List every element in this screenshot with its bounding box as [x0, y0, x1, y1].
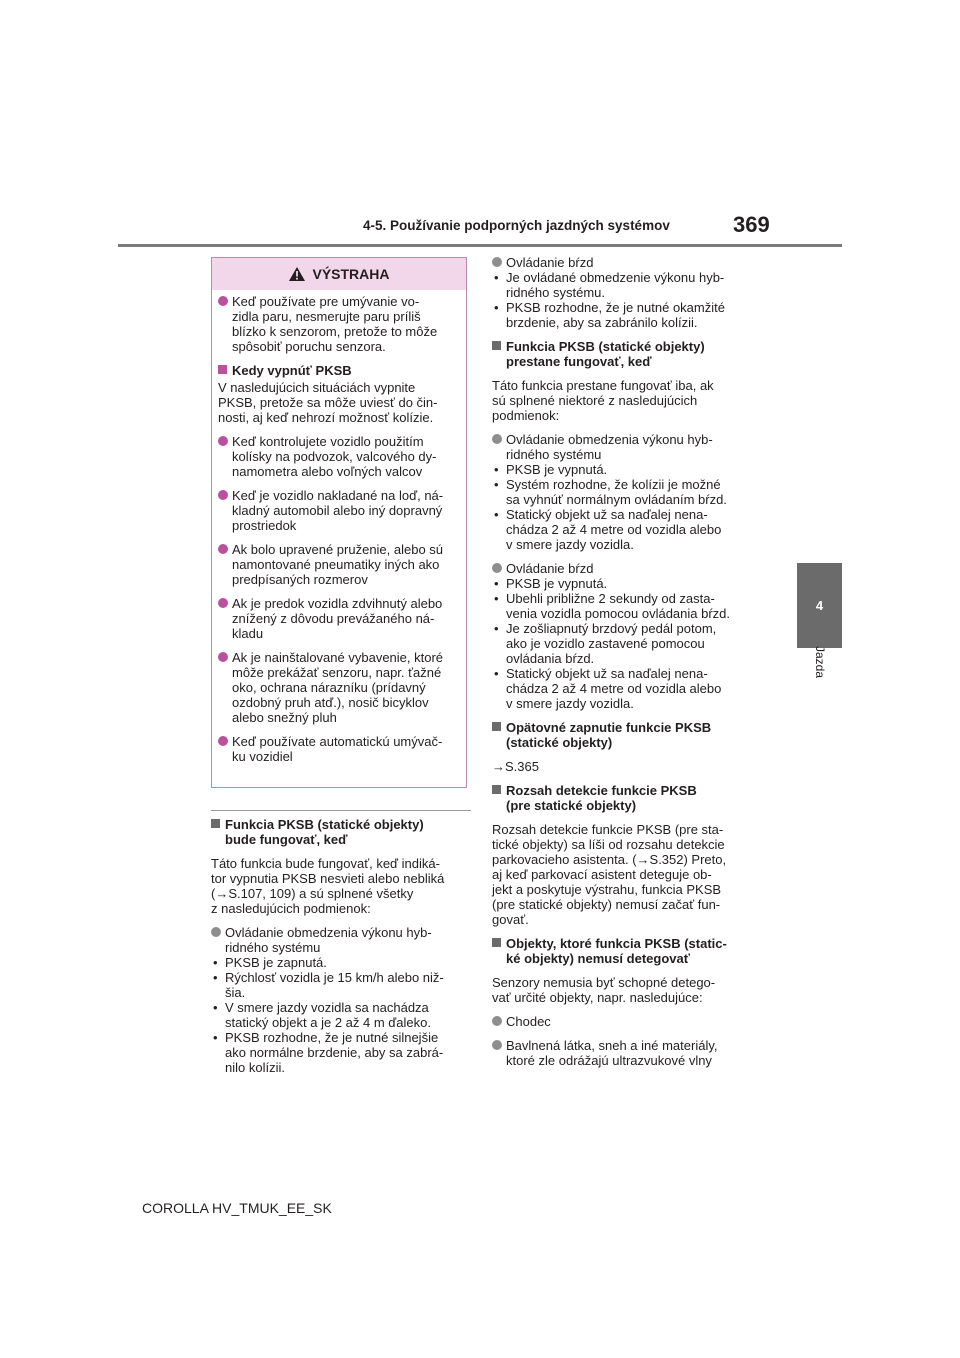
warning-header	[212, 258, 466, 290]
bullet-icon	[218, 436, 228, 446]
condition-item: Ovládanie obmedzenia výkonu hyb- ridného systému	[492, 432, 754, 462]
sub-item: • PKSB rozhodne, že je nutné okamžité brzdenie, aby sa zabránilo kolízii.	[492, 300, 754, 330]
sub-list	[211, 955, 471, 1075]
right-column	[492, 255, 754, 1077]
bullet-icon	[492, 434, 502, 444]
condition-item: Bavlnená látka, sneh a iné materiály, ktoré zle odrážajú ultrazvukové vlny	[492, 1038, 754, 1068]
warning-item: Keď kontrolujete vozidlo použitím kolísky na podvozok, valcového dy- namometra alebo voľných valcov	[218, 434, 460, 479]
warning-paragraph: V nasledujúcich situáciách vypnite PKSB, pretože sa môže uviesť do čin- nosti, aj keď nehrozí možnosť kolízie.	[218, 380, 438, 425]
sub-item: • V smere jazdy vozidla sa nachádza statický objekt a je 2 až 4 m ďaleko.	[211, 1000, 471, 1030]
warning-item: Ak je nainštalované vybavenie, ktoré môže prekážať senzoru, napr. ťažné oko, ochrana nárazníku (prídavný ozdobný pruh atď.), nosič bicyklov alebo snežný pluh	[218, 650, 460, 725]
sub-item: • Je ovládané obmedzenie výkonu hyb- ridného systému.	[492, 270, 754, 300]
bullet-icon	[492, 257, 502, 267]
warning-item: Keď je vozidlo nakladané na loď, ná- kladný automobil alebo iný dopravný prostriedok	[218, 488, 460, 533]
section-title: 4-5. Používanie podporných jazdných systémov	[363, 218, 670, 233]
section-heading: Objekty, ktoré funkcia PKSB (static- ké objekty) nemusí detegovať	[492, 936, 754, 966]
sub-list	[492, 270, 754, 330]
warning-body	[212, 290, 466, 764]
bullet-icon	[218, 544, 228, 554]
square-bullet-icon	[211, 819, 220, 828]
bullet-icon	[492, 1040, 502, 1050]
column-divider	[211, 810, 471, 811]
section-paragraph: Rozsah detekcie funkcie PKSB (pre sta- tické objekty) sa líši od rozsahu detekcie parkovacieho asistenta. (→S.352) Preto, aj keď parkovací asistent deteguje ob- jekt a poskytuje výstrahu, funkcia PKSB (pre statické objekty) nemusí začať fun- govať.	[492, 822, 727, 927]
condition-item: Ovládanie bŕzd	[492, 561, 754, 576]
sub-item: • PKSB rozhodne, že je nutné silnejšie ako normálne brzdenie, aby sa zabrá- nilo kolízii.	[211, 1030, 471, 1075]
sub-item: • Je zošliapnutý brzdový pedál potom, ako je vozidlo zastavené pomocou ovládania bŕzd.	[492, 621, 754, 666]
warning-subheading: Kedy vypnúť PKSB	[218, 363, 460, 378]
warning-item: Ak bolo upravené pruženie, alebo sú namontované pneumatiky iných ako predpísaných rozmerov	[218, 542, 460, 587]
chapter-label: Jazda	[813, 645, 827, 679]
warning-item: Keď používate automatickú umývač- ku vozidiel	[218, 734, 460, 764]
condition-item: Ovládanie obmedzenia výkonu hyb- ridného systému	[211, 925, 471, 955]
footer-model-code: COROLLA HV_TMUK_EE_SK	[142, 1200, 332, 1216]
bullet-icon	[218, 652, 228, 662]
warning-item: Ak je predok vozidla zdvihnutý alebo znížený z dôvodu prevážaného ná- kladu	[218, 596, 460, 641]
square-bullet-icon	[492, 785, 501, 794]
bullet-icon	[218, 736, 228, 746]
sub-item: • Statický objekt už sa naďalej nena- chádza 2 až 4 metre od vozidla alebo v smere jazdy vozidla.	[492, 507, 754, 552]
section-paragraph: Táto funkcia prestane fungovať iba, ak sú splnené niektoré z nasledujúcich podmienok:	[492, 378, 714, 423]
page-number: 369	[733, 212, 770, 237]
header-divider	[118, 244, 842, 247]
sub-item: • Systém rozhodne, že kolízii je možné sa vyhnúť normálnym ovládaním bŕzd.	[492, 477, 754, 507]
section-heading: Opätovné zapnutie funkcie PKSB (statické objekty)	[492, 720, 754, 750]
page-reference-link[interactable]: →S.365	[492, 759, 539, 774]
section-paragraph: Senzory nemusia byť schopné detego- vať určité objekty, napr. nasledujúce:	[492, 975, 716, 1005]
condition-item: Ovládanie bŕzd	[492, 255, 754, 270]
section-heading: Funkcia PKSB (statické objekty) bude fungovať, keď	[211, 817, 471, 847]
bullet-icon	[218, 490, 228, 500]
condition-item: Chodec	[492, 1014, 754, 1029]
warning-box	[211, 257, 467, 788]
square-bullet-icon	[218, 365, 227, 374]
sub-list	[492, 462, 754, 552]
bullet-icon	[492, 1016, 502, 1026]
sub-item: • PKSB je vypnutá.	[492, 576, 754, 591]
left-column	[211, 810, 471, 1084]
sub-item: • PKSB je vypnutá.	[492, 462, 754, 477]
section-paragraph: Táto funkcia bude fungovať, keď indiká- tor vypnutia PKSB nesvieti alebo nebliká (→S.107, 109) a sú splnené všetky z nasledujúcich podmienok:	[211, 856, 445, 916]
sub-item: • Statický objekt už sa naďalej nena- chádza 2 až 4 metre od vozidla alebo v smere jazdy vozidla.	[492, 666, 754, 711]
square-bullet-icon	[492, 938, 501, 947]
bullet-icon	[492, 563, 502, 573]
chapter-number: 4	[815, 598, 824, 613]
sub-item: • Rýchlosť vozidla je 15 km/h alebo niž- šia.	[211, 970, 471, 1000]
warning-item: Keď používate pre umývanie vo- zidla paru, nesmerujte paru príliš blízko k senzorom, pretože to môže spôsobiť poruchu senzora.	[218, 294, 460, 354]
sub-item: • PKSB je zapnutá.	[211, 955, 471, 970]
section-heading: Rozsah detekcie funkcie PKSB (pre statické objekty)	[492, 783, 754, 813]
warning-triangle-icon	[288, 266, 306, 282]
section-heading: Funkcia PKSB (statické objekty) prestane fungovať, keď	[492, 339, 754, 369]
warning-title: VÝSTRAHA	[312, 265, 390, 282]
square-bullet-icon	[492, 341, 501, 350]
sub-item: • Ubehli približne 2 sekundy od zasta- venia vozidla pomocou ovládania bŕzd.	[492, 591, 754, 621]
bullet-icon	[218, 598, 228, 608]
bullet-icon	[211, 927, 221, 937]
square-bullet-icon	[492, 722, 501, 731]
bullet-icon	[218, 296, 228, 306]
sub-list	[492, 576, 754, 711]
